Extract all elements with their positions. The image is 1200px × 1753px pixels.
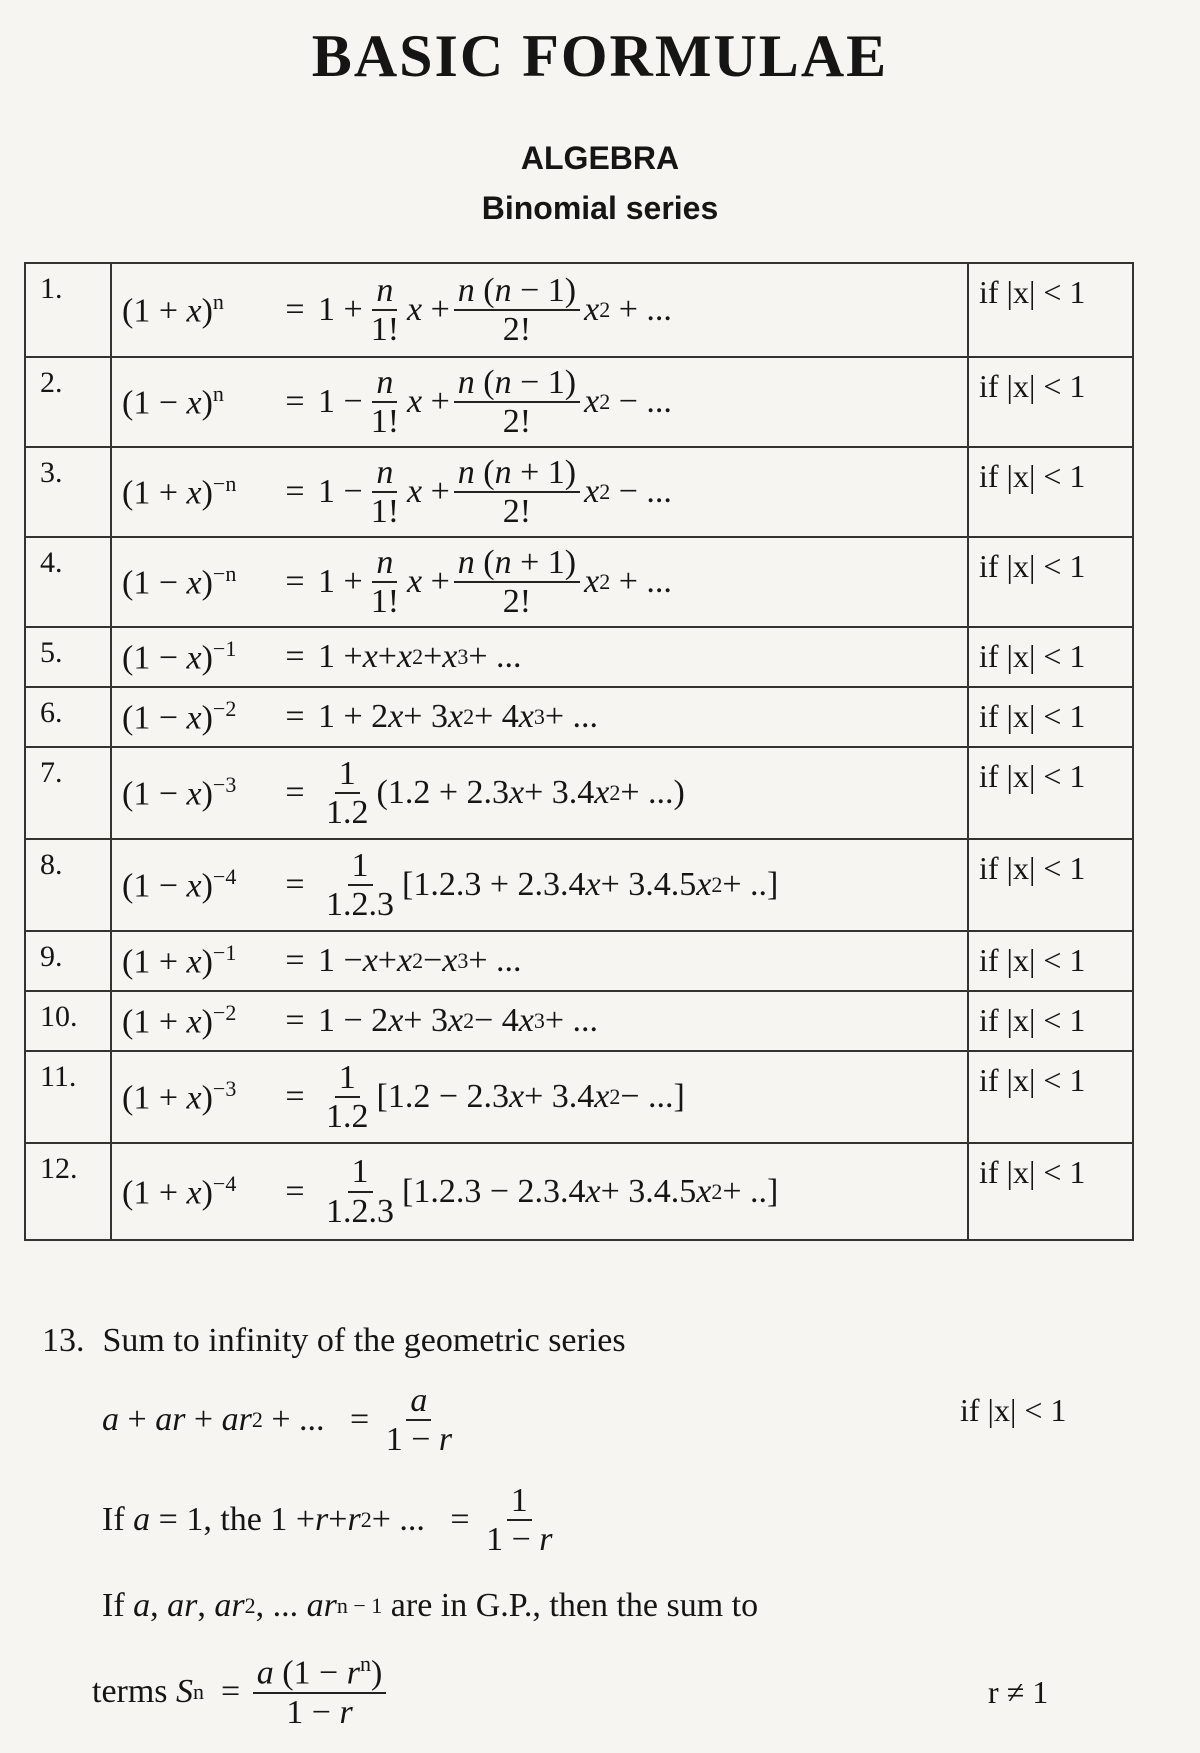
formula-cell: $(1 - x)^n$ = 1 − $\frac{n}{1!}$ x + $\frac{n (n - 1)}{2!}$ x 2 − ... [111, 357, 968, 447]
formula-lhs: $(1 - x)^{-n}$ [122, 561, 237, 602]
binomial-series-table [24, 262, 1134, 1241]
row-number: 5. [25, 627, 111, 687]
item13-heading [42, 1322, 626, 1360]
formula-lhs: $(1 + x)^{-n}$ [122, 471, 237, 512]
formula-rhs: $\frac{1}{1.2}$ (1.2 + 2.3 x + 3.4 x 2 + ...) [326, 754, 685, 831]
condition-cell: if |x| < 1 [968, 931, 1133, 991]
row-number: 2. [25, 357, 111, 447]
row-number: 6. [25, 687, 111, 747]
condition-cell: if |x| < 1 [968, 1143, 1133, 1240]
row-number: 12. [25, 1143, 111, 1240]
condition-cell: if |x| < 1 [968, 357, 1133, 447]
formula-rhs: 1 − $\frac{n}{1!}$ x + $\frac{n (n + 1)}{2!}$ x 2 − ... [318, 453, 672, 530]
table-row [25, 1143, 1133, 1240]
formula-lhs: $(1 + x)^{-4}$ [122, 1170, 237, 1212]
table-row [25, 839, 1133, 931]
formula-cell: $(1 + x)^n$ = 1 + $\frac{n}{1!}$ x + $\frac{n (n - 1)}{2!}$ x 2 + ... [111, 263, 968, 357]
item13-number: 13. [42, 1322, 85, 1359]
formula-rhs: 1 + $\frac{n}{1!}$ x + $\frac{n (n + 1)}{2!}$ x 2 + ... [318, 543, 672, 620]
gp-statement: If a , ar , ar 2 , ... ar n − 1 are in G.P., then the sum to [102, 1587, 759, 1624]
row-number: 3. [25, 447, 111, 537]
row-number: 7. [25, 747, 111, 839]
formula-rhs: 1 + 2 x + 3 x 2 + 4 x 3 + ... [318, 698, 599, 735]
table-row [25, 627, 1133, 687]
formula-rhs: 1 − 2 x + 3 x 2 − 4 x 3 + ... [318, 1002, 599, 1039]
page-title: BASIC FORMULAE [311, 23, 889, 89]
table-row [25, 263, 1133, 357]
formula-lhs: $(1 - x)^{-4}$ [122, 864, 237, 905]
row-number: 10. [25, 991, 111, 1051]
formula-cell: $(1 + x)^{-1}$ = 1 − x + x 2 − x 3 + ... [111, 931, 968, 991]
formula-cell: $(1 - x)^{-3}$ = $\frac{1}{1.2}$ (1.2 + 2.3 x + 3.4 x 2 + ...) [111, 747, 968, 839]
table-row [25, 357, 1133, 447]
formula-cell: $(1 + x)^{-2}$ = 1 − 2 x + 3 x 2 − 4 x 3 + ... [111, 991, 968, 1051]
section-title: ALGEBRA [520, 140, 680, 176]
table-row [25, 931, 1133, 991]
condition-cell: if |x| < 1 [968, 1051, 1133, 1143]
table-row [25, 687, 1133, 747]
condition-cell: if |x| < 1 [968, 263, 1133, 357]
formula-lhs: $(1 + x)^{-2}$ [122, 1000, 237, 1041]
condition-cell: if |x| < 1 [968, 839, 1133, 931]
condition-cell: if |x| < 1 [968, 447, 1133, 537]
formula-cell: $(1 - x)^{-2}$ = 1 + 2 x + 3 x 2 + 4 x 3 + ... [111, 687, 968, 747]
row-number: 1. [25, 263, 111, 357]
formula-lhs: $(1 - x)^{-1}$ [122, 636, 237, 677]
formula-lhs: $(1 - x)^{-2}$ [122, 696, 237, 737]
formula-cell: $(1 - x)^{-1}$ = 1 + x + x 2 + x 3 + ... [111, 627, 968, 687]
gp-sum-formula: terms S n = $\frac{a (1 - r^n)}{1 - r}$ [92, 1652, 390, 1731]
geometric-sum-condition: if |x| < 1 [960, 1392, 1067, 1428]
formula-rhs: $\frac{1}{1.2.3}$ [1.2.3 − 2.3.4 x + 3.4.5 x 2 + ..] [326, 1153, 779, 1230]
table-row [25, 1051, 1133, 1143]
formula-lhs: $(1 - x)^{-3}$ [122, 772, 237, 813]
row-number: 4. [25, 537, 111, 627]
formula-rhs: $\frac{1}{1.2}$ [1.2 − 2.3 x + 3.4 x 2 − ...] [326, 1058, 685, 1135]
condition-cell: if |x| < 1 [968, 687, 1133, 747]
geometric-sum-formula: a + ar + ar 2 + ... = $\frac{a}{1 - r}$ [102, 1382, 453, 1459]
condition-cell: if |x| < 1 [968, 991, 1133, 1051]
table-row [25, 537, 1133, 627]
formula-cell: $(1 - x)^{-n}$ = 1 + $\frac{n}{1!}$ x + $\frac{n (n + 1)}{2!}$ x 2 + ... [111, 537, 968, 627]
formula-lhs: $(1 + x)^{-1}$ [122, 940, 237, 981]
subsection-title: Binomial series [481, 190, 719, 226]
formula-cell: $(1 - x)^{-4}$ = $\frac{1}{1.2.3}$ [1.2.3 + 2.3.4 x + 3.4.5 x 2 + ..] [111, 839, 968, 931]
formula-lhs: $(1 + x)^n$ [122, 289, 224, 330]
row-number: 11. [25, 1051, 111, 1143]
row-number: 8. [25, 839, 111, 931]
formula-cell: $(1 + x)^{-n}$ = 1 − $\frac{n}{1!}$ x + $\frac{n (n + 1)}{2!}$ x 2 − ... [111, 447, 968, 537]
item13-heading-text: Sum to infinity of the geometric series [102, 1322, 626, 1359]
condition-cell: if |x| < 1 [968, 537, 1133, 627]
formula-cell: $(1 + x)^{-3}$ = $\frac{1}{1.2}$ [1.2 − 2.3 x + 3.4 x 2 − ...] [111, 1051, 968, 1143]
formula-cell: $(1 + x)^{-4}$ = $\frac{1}{1.2.3}$ [1.2.3 − 2.3.4 x + 3.4.5 x 2 + ..] [111, 1143, 968, 1240]
formula-rhs: 1 + $\frac{n}{1!}$ x + $\frac{n (n - 1)}{2!}$ x 2 + ... [318, 271, 672, 348]
table-row [25, 747, 1133, 839]
gp-sum-condition: r ≠ 1 [988, 1674, 1049, 1710]
geometric-sum-a1-formula: If a = 1, the 1 + r + r 2 + ... = $\frac{1}{1 - r}$ [102, 1482, 553, 1559]
formula-lhs: $(1 - x)^n$ [122, 381, 224, 422]
condition-cell: if |x| < 1 [968, 627, 1133, 687]
condition-cell: if |x| < 1 [968, 747, 1133, 839]
table-row [25, 447, 1133, 537]
row-number: 9. [25, 931, 111, 991]
formula-rhs: 1 + x + x 2 + x 3 + ... [318, 638, 522, 675]
formula-rhs: 1 − x + x 2 − x 3 + ... [318, 942, 522, 979]
formula-rhs: 1 − $\frac{n}{1!}$ x + $\frac{n (n - 1)}{2!}$ x 2 − ... [318, 363, 672, 440]
table-row [25, 991, 1133, 1051]
formula-lhs: $(1 + x)^{-3}$ [122, 1076, 237, 1117]
formula-rhs: $\frac{1}{1.2.3}$ [1.2.3 + 2.3.4 x + 3.4.5 x 2 + ..] [326, 846, 779, 923]
